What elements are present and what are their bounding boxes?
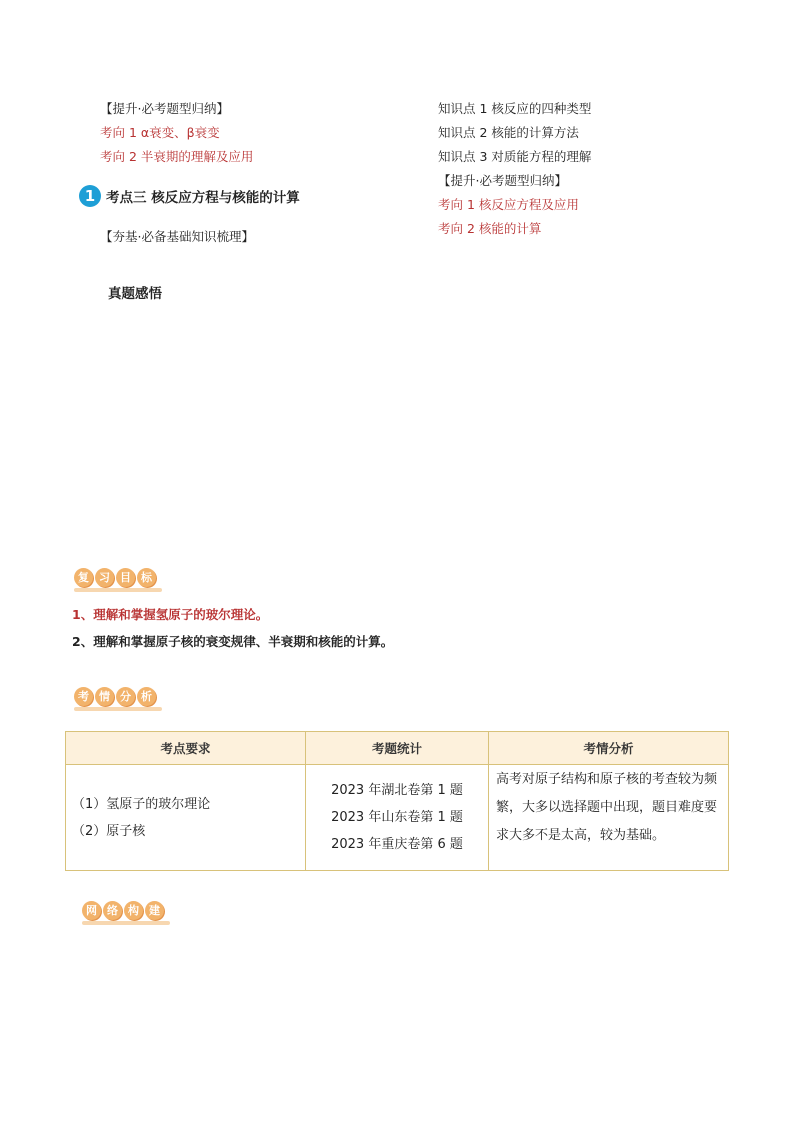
right-toc-item-5[interactable]: 考向 2 核能的计算	[438, 221, 542, 236]
badge-underline	[74, 707, 162, 711]
right-toc-item-1[interactable]: 知识点 1 核反应的四种类型	[438, 101, 592, 116]
table-row	[66, 765, 729, 871]
analysis-text: 高考对原子结构和原子核的考查较为频繁，大多以选择题中出现，题目难度要求大多不是太高，较为基础。	[496, 772, 718, 843]
requirements-cell	[66, 765, 306, 871]
kaodian-title[interactable]: 考点三 核反应方程与核能的计算	[106, 190, 300, 206]
left-section-head-2: 【夯基·必备基础知识梳理】	[100, 229, 254, 244]
network-badge	[82, 901, 170, 925]
badge-char: 网	[82, 901, 101, 920]
statistic-item: 2023 年山东卷第 1 题	[331, 810, 463, 825]
badge-char: 目	[116, 568, 135, 587]
left-toc-item-2[interactable]: 考向 2 半衰期的理解及应用	[100, 149, 254, 164]
badge-char: 情	[95, 687, 114, 706]
badge-char: 考	[74, 687, 93, 706]
table-header-cell: 考点要求	[66, 732, 306, 765]
right-toc-item-4[interactable]: 考向 1 核反应方程及应用	[438, 197, 579, 212]
zhenti-heading[interactable]: 真题感悟	[108, 286, 162, 302]
analysis-cell	[489, 765, 729, 871]
badge-char: 构	[124, 901, 143, 920]
statistics-cell	[306, 765, 489, 871]
badge-underline	[74, 588, 162, 592]
badge-char: 习	[95, 568, 114, 587]
right-toc-item-3[interactable]: 知识点 3 对质能方程的理解	[438, 149, 592, 164]
badge-underline	[82, 921, 170, 925]
table-header-row	[66, 732, 729, 765]
badge-char: 析	[137, 687, 156, 706]
table-header-cell: 考情分析	[489, 732, 729, 765]
badge-char: 络	[103, 901, 122, 920]
badge-char: 建	[145, 901, 164, 920]
exam-analysis-badge	[74, 687, 162, 711]
badge-char: 标	[137, 568, 156, 587]
right-section-head: 【提升·必考题型归纳】	[438, 173, 567, 188]
badge-char: 复	[74, 568, 93, 587]
table-header-cell: 考题统计	[306, 732, 489, 765]
section-number-circle: 1	[79, 185, 101, 207]
requirement-item: （2）原子核	[72, 823, 146, 839]
right-toc-item-2[interactable]: 知识点 2 核能的计算方法	[438, 125, 579, 140]
review-goal-line-1: 1、理解和掌握氢原子的玻尔理论。	[72, 607, 269, 622]
statistic-item: 2023 年湖北卷第 1 题	[331, 783, 463, 798]
statistic-item: 2023 年重庆卷第 6 题	[331, 837, 463, 852]
left-section-head-1: 【提升·必考题型归纳】	[100, 101, 229, 116]
exam-analysis-table	[65, 731, 729, 871]
review-goal-badge	[74, 568, 162, 592]
left-toc-item-1[interactable]: 考向 1 α衰变、β衰变	[100, 125, 220, 140]
review-goal-line-2: 2、理解和掌握原子核的衰变规律、半衰期和核能的计算。	[72, 634, 394, 649]
requirement-item: （1）氢原子的玻尔理论	[72, 796, 211, 812]
badge-char: 分	[116, 687, 135, 706]
